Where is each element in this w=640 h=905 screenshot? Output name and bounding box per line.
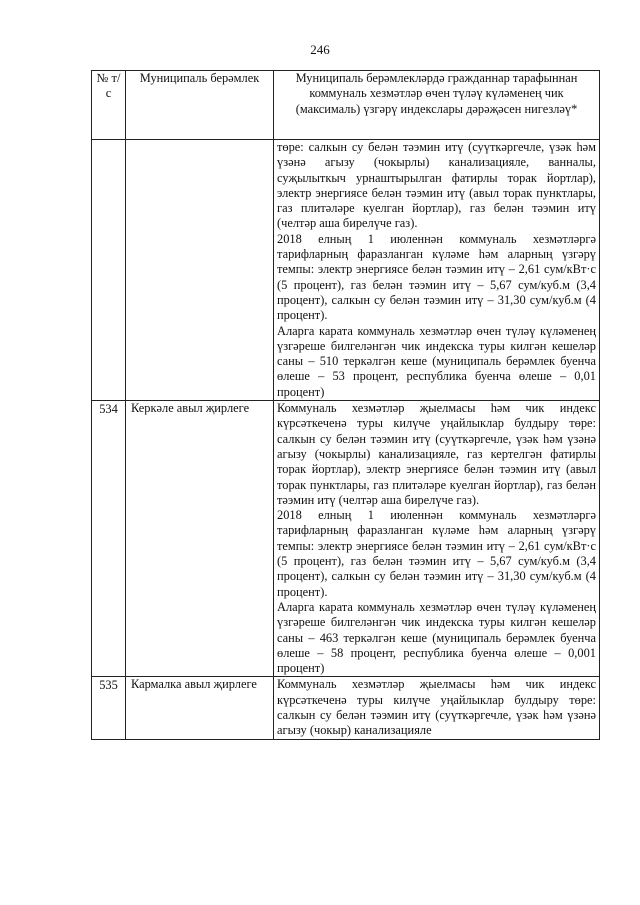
- table-row: [92, 677, 600, 739]
- paragraph: Аларга карата коммуналь хезмәтләр өчен түләү күләменең үзгәреше билгеләнгән чик индекска туры килгән кешеләр саны – 510 теркәлгән кеше (муниципаль берәмлек буенча өлеше – 53 процент, республика буенча өлеше – 0,01 процент): [277, 323, 596, 399]
- paragraph: 2018 елның 1 июленнән коммуналь хезмәтләргә тарифларның фаразланган күләме һәм аларның үзгәрү темпы: электр энергиясе белән тәэмин итү – 2,61 сум/кВт·с (5 процент), газ белән тәэмин итү – 5,67 сум/куб.м (3,4 процент), салкын су белән тәэмин итү – 31,30 сум/куб.м (4 процент).: [277, 231, 596, 323]
- paragraph: Аларга карата коммуналь хезмәтләр өчен түләү күләменең үзгәреше билгеләнгән чик индекска туры килгән кешеләр саны – 463 теркәлгән кеше (муниципаль берәмлек буенча өлеше – 58 процент, республика буенча өлеше – 0,001 процент): [277, 599, 596, 676]
- header-municipality: Муниципаль берәмлек: [126, 71, 274, 140]
- paragraph: Коммуналь хезмәтләр җыелмасы һәм чик индекс күрсәткеченә туры килүче уңайлыклар булдыру төре: салкын су белән тәэмин итү (суүткәргечле, үзәк һәм үзәнә агызу (чокыр) канализацияле: [277, 677, 596, 738]
- row-num: 534: [92, 401, 126, 677]
- row-num: [92, 140, 126, 401]
- table-header-row: [92, 71, 600, 140]
- row-description: [274, 401, 600, 677]
- page-number: 246: [310, 42, 330, 57]
- header-indices: Муниципаль берәмлекләрдә гражданнар тарафыннан коммуналь хезмәтләр өчен түләү күләменең чик (максималь) үзгәрү индекслары дәрәҗәсен нигезләү*: [274, 71, 600, 140]
- row-municipality: Кармалка авыл җирлеге: [126, 677, 274, 739]
- indices-table: [91, 70, 600, 740]
- row-municipality: Керкәле авыл җирлеге: [126, 401, 274, 677]
- paragraph: Коммуналь хезмәтләр җыелмасы һәм чик индекс күрсәткеченә туры килүче уңайлыклар булдыру төре: салкын су белән тәэмин итү (суүткәргечле, үзәк һәм үзәнә агызу (чокырлы) канализацияле, газ кертелгән фатирлы торак йортлар), электр энергиясе белән тәэмин итү (авыл торак пунктлары, газ плитәләре куелган йортлар), газ белән тәэмин итү (челтәр аша бирелүче газ).: [277, 401, 596, 507]
- paragraph: төре: салкын су белән тәэмин итү (суүткәргечле, үзәк һәм үзәнә агызу (чокырлы) канализацияле, ванналы, суҗылыткыч урнаштырылган фатирлы торак йортлар), электр энергиясе белән тәэмин итү (авыл торак пунктлары, газ плитәләре куелган йортлар), газ белән тәэмин итү (челтәр аша бирелүче газ).: [277, 140, 596, 231]
- row-num: 535: [92, 677, 126, 739]
- table-row: [92, 140, 600, 401]
- row-description: [274, 140, 600, 401]
- row-municipality: [126, 140, 274, 401]
- row-description: [274, 677, 600, 739]
- header-num: № т/с: [92, 71, 126, 140]
- paragraph: 2018 елның 1 июленнән коммуналь хезмәтләргә тарифларның фаразланган күләме һәм аларның үзгәрү темпы: электр энергиясе белән тәэмин итү – 2,61 сум/кВт·с (5 процент), газ белән тәэмин итү – 5,67 сум/куб.м (3,4 процент), салкын су белән тәэмин итү – 31,30 сум/куб.м (4 процент).: [277, 508, 596, 599]
- table-row: [92, 401, 600, 677]
